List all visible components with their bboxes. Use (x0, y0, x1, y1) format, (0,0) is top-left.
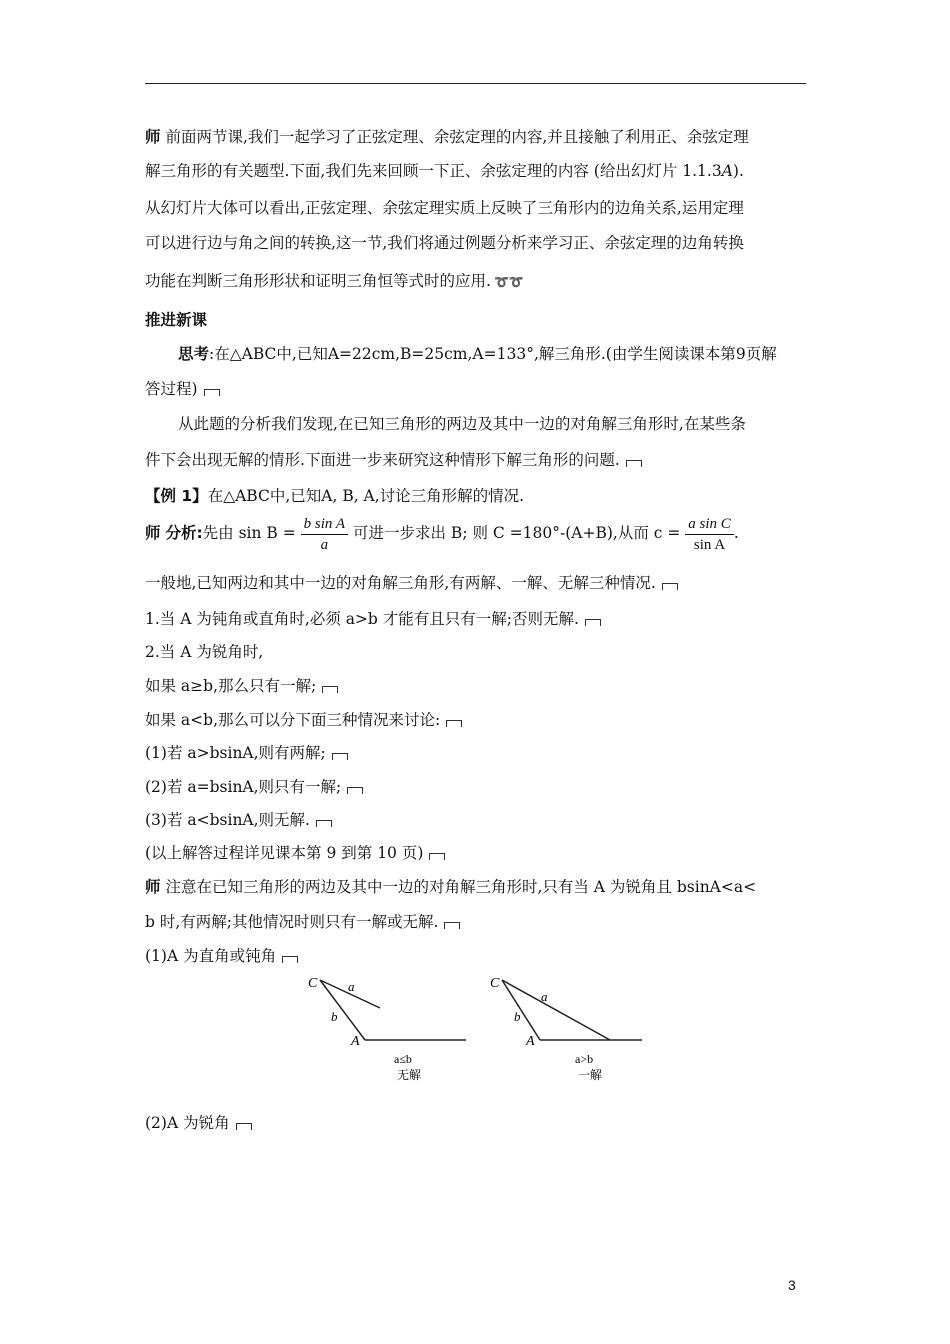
case2-line: 2.当 A 为锐角时, (145, 643, 264, 661)
sub3-line: (3)若 a<bsinA,则无解. (145, 809, 332, 831)
sub2-line: (2)若 a=bsinA,则只有一解; (145, 776, 363, 798)
paragraph-mark-icon (332, 753, 348, 760)
case2a-line: 如果 a≥b,那么只有一解; (145, 675, 338, 697)
paragraph-mark-icon (347, 787, 363, 794)
note-line1: 师 注意在已知三角形的两边及其中一边的对角解三角形时,只有当 A 为锐角且 bsinA<a< (145, 878, 757, 896)
speaker-label: 师 (145, 128, 161, 146)
fraction-sinB: $\frac{\text{b sin A}}{a}$ (301, 514, 348, 555)
condition-label: a≤b (394, 1052, 412, 1066)
paragraph-mark-icon (626, 460, 642, 467)
note-line2: b 时,有两解;其他情况时则只有一解或无解. (145, 911, 460, 933)
paragraph-mark-icon (429, 853, 445, 860)
result-label: 一解 (578, 1068, 603, 1082)
think-line1: 思考:在△ABC中,已知A=22cm,B=25cm,A=133°,解三角形.(由学生阅读课本第9页解 (178, 345, 777, 363)
paragraph-mark-icon (585, 619, 601, 626)
general-line: 一般地,已知两边和其中一边的对角解三角形,有两解、一解、无解三种情况. (145, 572, 678, 594)
paragraph-mark-icon: ➰➰ (493, 275, 524, 289)
figure-one-solution (482, 970, 652, 1085)
fig-caption2: (2)A 为锐角 (145, 1112, 252, 1134)
vertex-label-C: C (490, 976, 500, 991)
p2-line2: 件下会出现无解的情形.下面进一步来研究这种情形下解三角形的问题. (145, 449, 642, 471)
think-label: 思考 (178, 345, 210, 363)
think-line2: 答过程) (145, 378, 220, 400)
p1-line1: 师 前面两节课,我们一起学习了正弦定理、余弦定理的内容,并且接触了利用正、余弦定理 (145, 128, 749, 146)
side-label-a: a (541, 989, 548, 1004)
result-label: 无解 (397, 1068, 422, 1082)
side-label-a: a (348, 979, 355, 994)
example1: 【例 1】在△ABC中,已知A, B, A,讨论三角形解的情况. (145, 487, 525, 505)
paragraph-mark-icon (204, 389, 220, 396)
figure-no-solution (300, 970, 480, 1085)
fig-caption1: (1)A 为直角或钝角 (145, 945, 298, 967)
p2-line1: 从此题的分析我们发现,在已知三角形的两边及其中一边的对角解三角形时,在某些条 (178, 415, 746, 433)
side-label-b: b (514, 1009, 521, 1024)
vertex-label-A: A (526, 1034, 535, 1049)
paragraph-mark-icon (236, 1123, 252, 1130)
paragraph-mark-icon (282, 956, 298, 963)
analysis-line: 师 分析:先由 sin B = $\frac{\text{b sin A}}{a}$ 可进一步求出 B; 则 C =180°-(A+B),从而 c = $\frac{\text{a sin C}}{\text{sin A}}$ . (145, 515, 739, 553)
sub1-line: (1)若 a>bsinA,则有两解; (145, 742, 348, 764)
p1-line4: 可以进行边与角之间的转换,这一节,我们将通过例题分析来学习正、余弦定理的边角转换 (145, 234, 744, 252)
paragraph-mark-icon (446, 720, 462, 727)
p1-line2: 解三角形的有关题型.下面,我们先来回顾一下正、余弦定理的内容 (给出幻灯片 1.1.3A). (145, 162, 744, 180)
section-title: 推进新课 (145, 311, 208, 329)
paragraph-mark-icon (662, 583, 678, 590)
example-label: 【例 1】 (145, 487, 208, 505)
vertex-label-A: A (351, 1034, 360, 1049)
p1-line3: 从幻灯片大体可以看出,正弦定理、余弦定理实质上反映了三角形内的边角关系,运用定理 (145, 199, 744, 217)
paragraph-mark-icon (322, 686, 338, 693)
ref-line: (以上解答过程详见课本第 9 到第 10 页) (145, 842, 445, 864)
header-rule (145, 83, 806, 84)
p1-line5: 功能在判断三角形形状和证明三角恒等式时的应用. ➰➰ (145, 272, 524, 290)
paragraph-mark-icon (444, 922, 460, 929)
paragraph-mark-icon (316, 820, 332, 827)
case1-line: 1.当 A 为钝角或直角时,必须 a>b 才能有且只有一解;否则无解. (145, 608, 601, 630)
condition-label: a>b (575, 1052, 594, 1066)
side-label-b: b (331, 1009, 338, 1024)
fraction-c: $\frac{\text{a sin C}}{\text{sin A}}$ (685, 514, 734, 555)
vertex-label-C: C (308, 976, 318, 991)
page-number: 3 (788, 1277, 796, 1293)
case2b-line: 如果 a<b,那么可以分下面三种情况来讨论: (145, 709, 462, 731)
